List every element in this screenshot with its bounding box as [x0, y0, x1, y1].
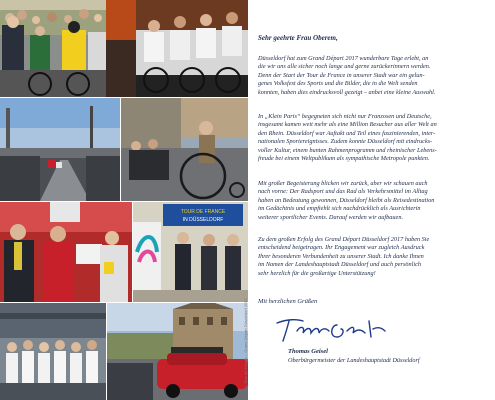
paragraph-3	[258, 180, 495, 222]
letter-body	[255, 28, 495, 400]
photo-credit: © Tour de France – Grand Départ Düsseldorf 2017	[243, 298, 248, 390]
paragraph-line: voller Kultur, einem bunten Rahmenprogramm und rheinischer Lebens-	[258, 146, 437, 154]
photo-velocipede	[121, 98, 248, 201]
photo-team-car	[107, 303, 248, 400]
paragraph-line: sehr herzlich für die großartige Unterstützung!	[258, 269, 376, 277]
paragraph-line: entscheidend beigetragen. Ihr Engagement war zugleich Ausdruck	[258, 244, 425, 252]
banner-text-line2: IN DÜSSELDORF	[182, 217, 224, 223]
handwritten-signature	[273, 315, 388, 343]
paragraph-line: genes Volksfest des Sports und die Bilder, die in die Welt senden	[258, 80, 418, 88]
paragraph-line: Düsseldorf hat zum Grand Départ 2017 wunderbare Tage erlebt, an	[258, 55, 429, 62]
paragraph-line: haben an Bedeutung gewonnen, Düsseldorf bleibt als Reisedestination	[258, 196, 435, 204]
signer-name: Thomas Geisel	[288, 348, 328, 355]
paragraph-line: In „Klein Paris“ begegneten sich nicht nur Franzosen und Deutsche,	[258, 113, 432, 120]
closing: Mit herzlichen Grüßen	[258, 298, 318, 305]
paragraph-line: Zu dem großen Erfolg des Grand Départ Düsseldorf 2017 haben Sie	[258, 236, 430, 243]
paragraph-4	[258, 236, 495, 278]
paragraph-line: die wir uns alle sicher noch lange und gerne zurückerinnern werden.	[258, 63, 431, 71]
photo-children-group	[0, 303, 106, 400]
paragraph-line: Denn der Start der Tour de France in unserer Stadt war ein gelun-	[258, 71, 425, 79]
paragraph-line: freude bei einem Weltpublikum als sympathische Metropole punkten.	[258, 155, 430, 163]
paragraph-line: nationalen Sportereignisses. Zudem konnte Düsseldorf mit eindrucks-	[258, 138, 433, 146]
paragraph-line: weiterer sportlicher Events. Darauf werden wir aufbauen.	[258, 213, 404, 221]
photo-banner-presentation	[133, 202, 248, 302]
photo-crowd-cyclists	[0, 0, 106, 97]
paragraph-line: insgesamt kamen weit mehr als eine Million Besucher aus aller Welt an	[258, 121, 437, 129]
paragraph-line: Ihrer besonderen Verbundenheit zu unserer Stadt. Ich danke Ihnen	[258, 252, 424, 260]
paragraph-line: im Gedächtnis und empfiehlt sich nachdrücklich als Ausrichterin	[258, 205, 421, 213]
paragraph-line: nach vorne: Der Radsport und das Rad als Verkehrsmittel im Alltag	[258, 188, 428, 196]
paragraph-line: im Namen der Landeshauptstadt Düsseldorf und auch persönlich	[258, 261, 422, 269]
paragraph-1	[258, 55, 495, 97]
paragraph-line: konnten, haben dies eindrucksvoll gezeigt – anbei eine kleine Auswahl.	[258, 88, 436, 96]
photo-race-street	[0, 98, 120, 201]
paragraph-line: den Rhein. Düsseldorf war Auftakt und Teil eines faszinierenden, inter-	[258, 129, 436, 137]
salutation: Sehr geehrte Frau Oberem,	[258, 34, 338, 42]
signer-title: Oberbürgermeister der Landeshauptstadt Düsseldorf	[288, 357, 420, 364]
paragraph-line: Mit großer Begeisterung blicken wir zurück, aber wir schauen auch	[258, 180, 428, 187]
photo-team-riders	[106, 0, 248, 97]
photo-mayor-ceremony	[0, 202, 132, 302]
banner-text-line1: TOUR DE FRANCE	[180, 209, 226, 215]
paragraph-2	[258, 113, 495, 164]
